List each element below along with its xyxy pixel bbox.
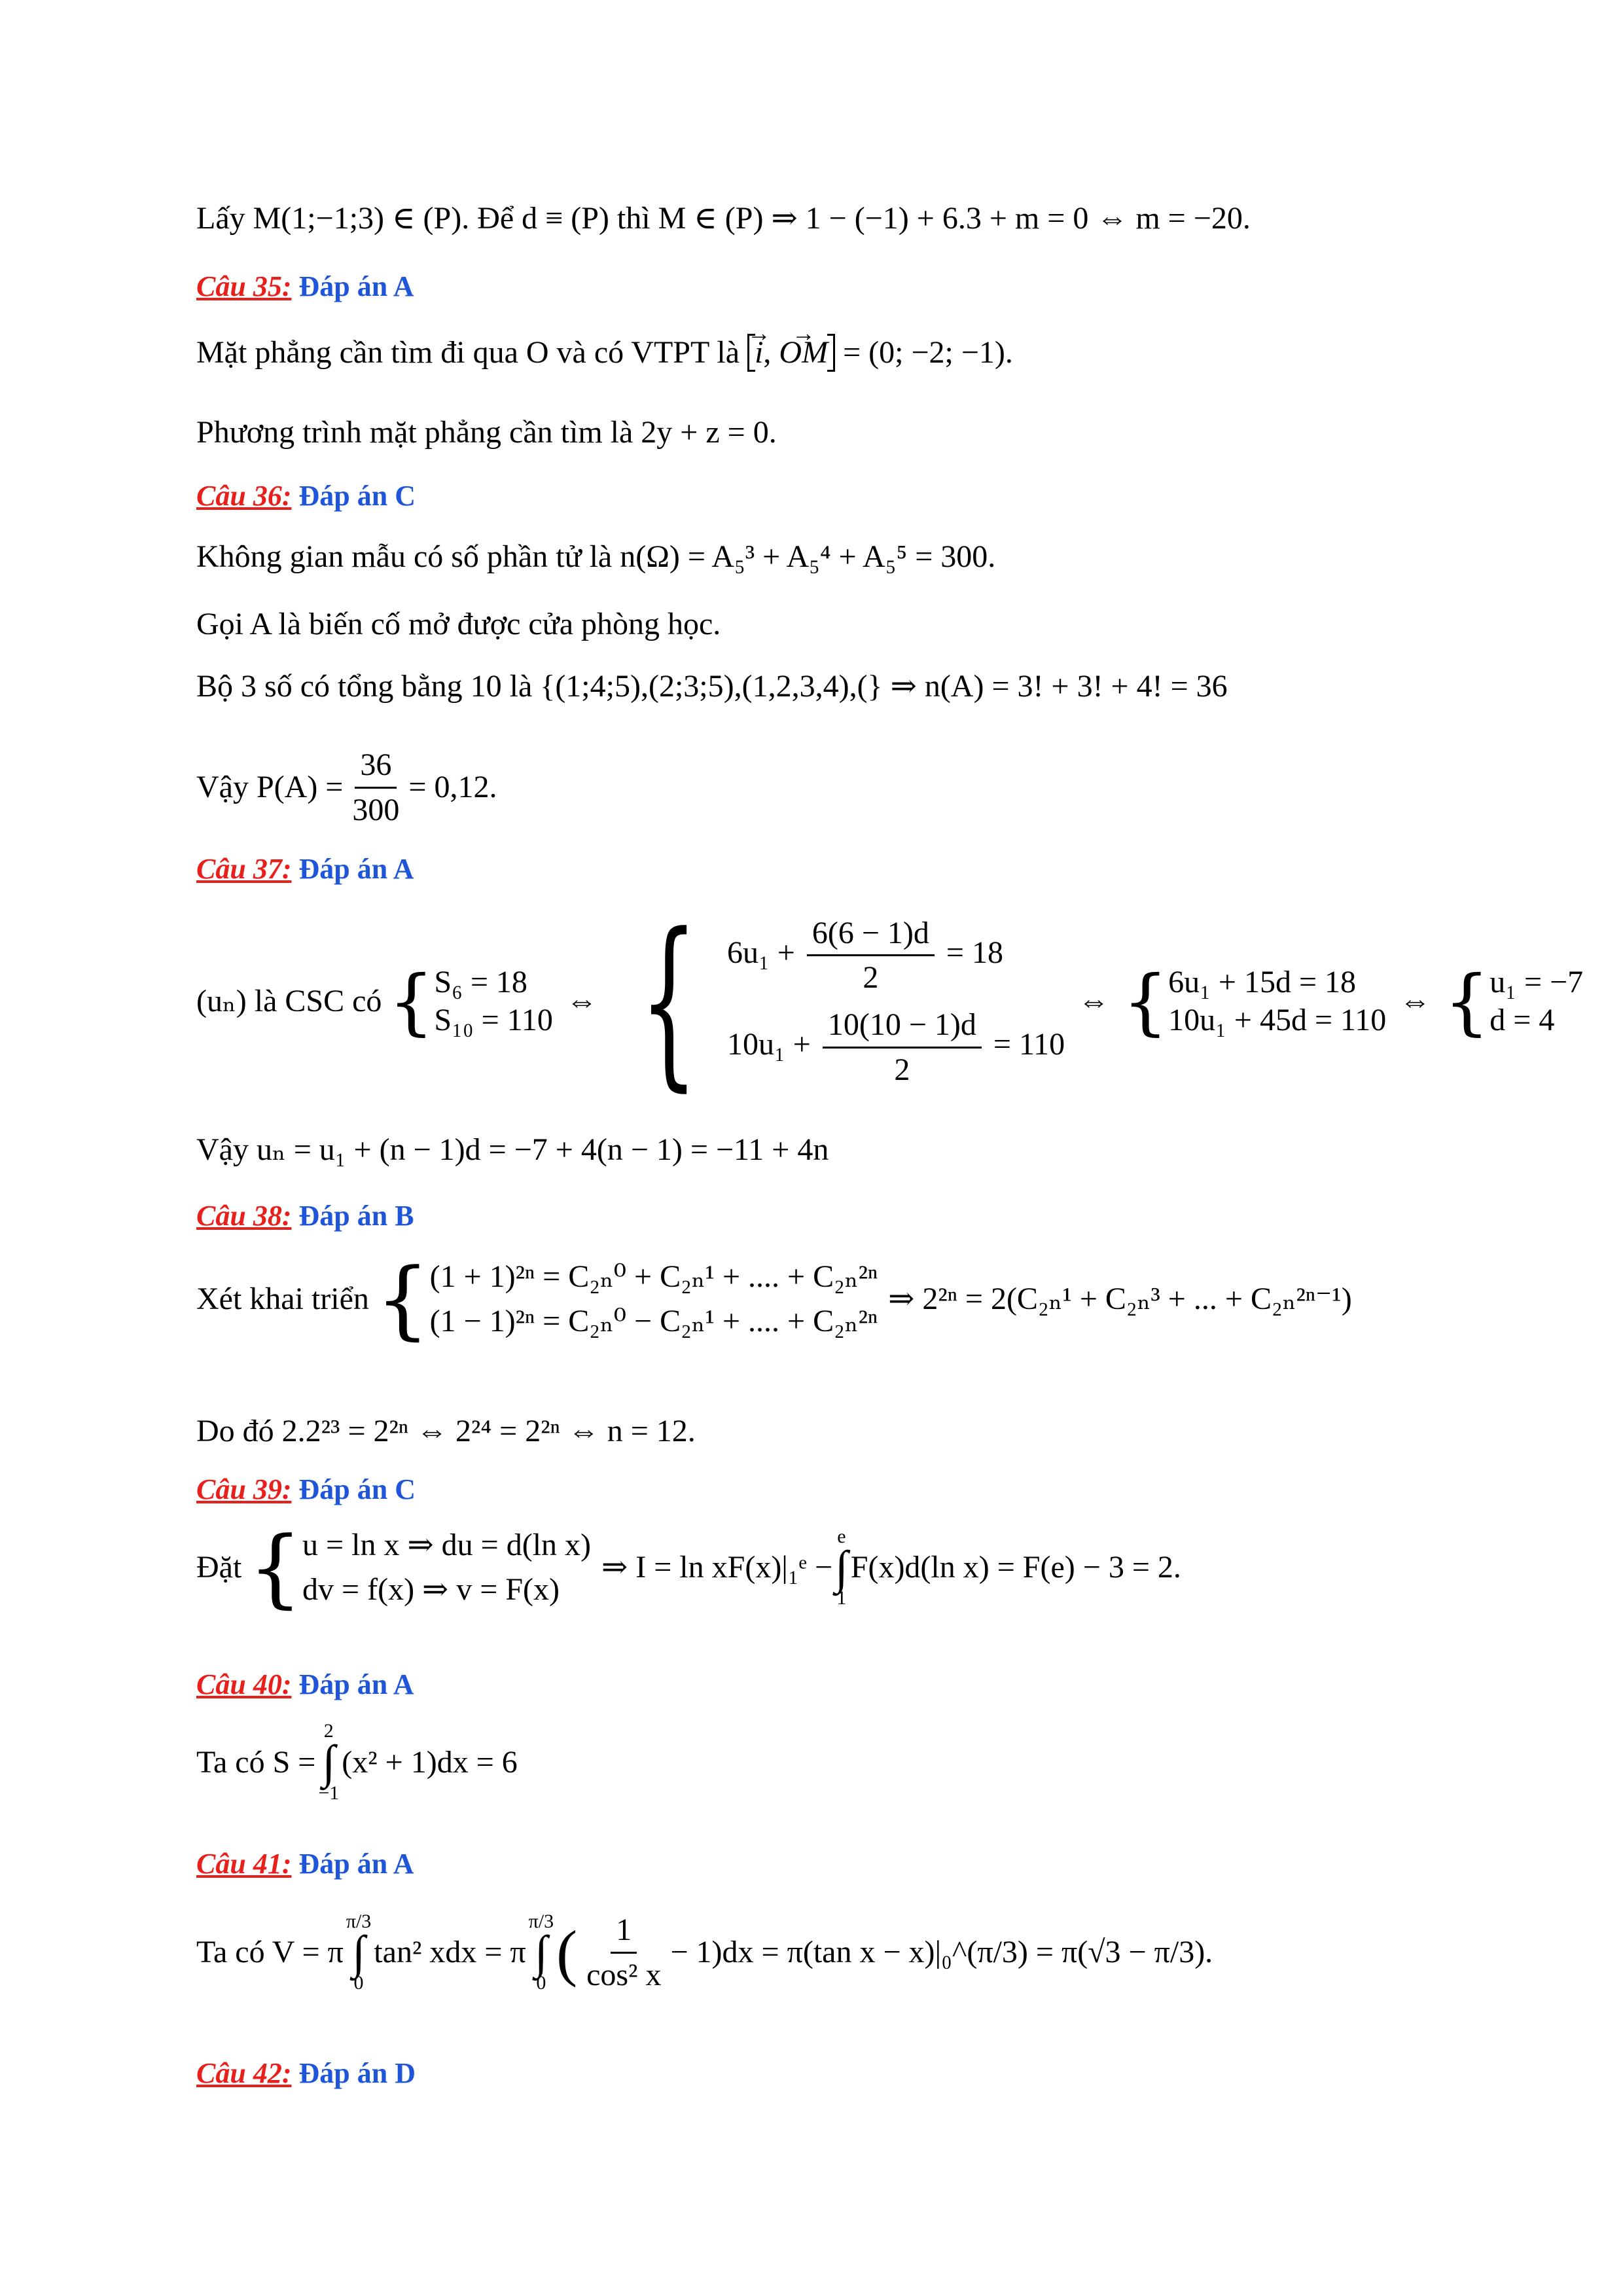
question-38-header [196,1199,1479,1234]
line-1: Lấy M(1;−1;3) ∈ (P). Để d ≡ (P) thì M ∈ (P) ⇒ 1 − (−1) + 6.3 + m = 0 ⇔ m = −20. [196,201,1251,236]
system-3: { 6u₁ + 15d = 18 10u₁ + 45d = 110 [1122,960,1387,1043]
text: Vậy P(A) = [196,770,344,805]
upper-limit: π/3 [346,1910,372,1932]
answer-label: Đáp án A [298,853,414,885]
lower-limit: −1 [318,1782,340,1804]
text: = (0; −2; −1). [843,335,1013,370]
line-37: (uₙ) là CSC có { S₆ = 18 S₁₀ = 110 ⇔ { 6u₁ + $\frac{6(6 - 1)d}{2}$ = 18 10u₁ + $\frac{10(10 - 1)d}{2}$ = 110 ⇔ { 6u₁ + 15d = 18 10u₁ + 45d = 110 ⇔ { u₁ = −7 d = 4 [196,895,1584,1108]
question-37-header [196,852,1479,887]
text: 6u₁ + [727,935,795,970]
question-41-header [196,1847,1479,1882]
system-4: { u₁ = −7 d = 4 [1444,960,1584,1043]
numerator: 1 [611,1911,637,1954]
row: S₆ = 18 [434,965,527,1000]
row: (1 + 1)²ⁿ = C₂ₙ⁰ + C₂ₙ¹ + .... + C₂ₙ²ⁿ [429,1259,878,1295]
lower-limit: 0 [353,1972,364,1994]
row: 6u₁ + 15d = 18 [1168,965,1357,1000]
system: { u = ln x ⇒ du = d(ln x) dv = f(x) ⇒ v = F(x) [248,1518,592,1617]
integral: π/3 ∫ 0 [346,1910,372,1994]
line-36b: Gọi A là biến cố mở được cửa phòng học. [196,607,721,641]
question-label: Câu 38: [196,1200,292,1232]
line-35b: Phương trình mặt phẳng cần tìm là 2y + z = 0. [196,415,777,450]
answer-label: Đáp án D [298,2057,416,2089]
text: ⇒ 2²ⁿ = 2(C₂ₙ¹ + C₂ₙ³ + ... + C₂ₙ²ⁿ⁻¹) [888,1282,1352,1317]
row: u = ln x ⇒ du = d(ln x) [302,1528,592,1563]
text: Đặt [196,1550,242,1585]
question-39-header [196,1473,1479,1507]
denominator: cos² x [586,1957,662,1992]
line-36a: Không gian mẫu có số phần tử là n(Ω) = A₅³ + A₅⁴ + A₅⁵ = 300. [196,539,996,574]
text: Ta có S = [196,1744,316,1780]
text: = 18 [946,935,1003,970]
row: d = 4 [1489,1003,1555,1037]
text: − 1)dx = π(tan x − x)|₀^(π/3) = π(√3 − π/3). [670,1935,1213,1970]
numerator: 36 [355,746,397,789]
row [727,1006,1065,1088]
row: u₁ = −7 [1489,965,1584,1000]
text: 10u₁ + [727,1027,811,1062]
text: = 110 [993,1027,1065,1062]
question-label: Câu 37: [196,853,292,885]
text: ⇒ I = ln xF(x)|₁ᵉ − [601,1550,833,1585]
numerator: 6(6 − 1)d [807,914,935,957]
row [727,914,1065,997]
integral: 2 ∫ −1 [318,1720,340,1804]
question-label: Câu 40: [196,1668,292,1700]
denominator: 2 [894,1052,910,1087]
line-41: Ta có V = π π/3 ∫ 0 tan² xdx = π π/3 ∫ 0 ( $\frac{1}{\text{cos² x}}$ − 1)dx = π(tan x − x)|₀^(π/3) = π(√3 − π/3). [196,1910,1213,1994]
fraction [347,746,404,829]
text: = 0,12. [408,770,497,805]
numerator: 10(10 − 1)d [823,1006,982,1049]
denominator: 300 [352,792,400,827]
line-38b: Do đó 2.2²³ = 2²ⁿ ⇔ 2²⁴ = 2²ⁿ ⇔ n = 12. [196,1414,696,1448]
answer-label: Đáp án B [298,1200,414,1232]
cross-product: → i, → OM [747,334,835,372]
question-40-header [196,1668,1479,1702]
row: dv = f(x) ⇒ v = F(x) [302,1572,560,1607]
system-2: { 6u₁ + $\frac{6(6 - 1)d}{2}$ = 18 10u₁ + $\frac{10(10 - 1)d}{2}$ = 110 [639,895,1065,1108]
line-36c: Bộ 3 số có tổng bằng 10 là {(1;4;5),(2;3;5),(1,2,3,4),(} ⇒ n(A) = 3! + 3! + 4! = 36 [196,669,1228,704]
text: Ta có V = π [196,1935,344,1970]
line-36d [196,746,1479,829]
integral: π/3 ∫ 0 [528,1910,554,1994]
question-label: Câu 35: [196,270,292,302]
question-label: Câu 42: [196,2057,292,2089]
question-label: Câu 36: [196,480,292,512]
integral: e ∫ 1 [835,1525,848,1609]
line-38 [196,1249,1479,1349]
question-label: Câu 39: [196,1473,292,1505]
answer-label: Đáp án A [298,1668,414,1700]
lower-limit: 0 [536,1972,546,1994]
text: (x² + 1)dx = 6 [342,1744,518,1780]
system-1: { S₆ = 18 S₁₀ = 110 [388,960,553,1043]
line-39 [196,1518,1479,1617]
line-37b: Vậy uₙ = u₁ + (n − 1)d = −7 + 4(n − 1) = −11 + 4n [196,1132,829,1167]
text: Mặt phẳng cần tìm đi qua O và có VTPT là [196,335,740,370]
row: S₁₀ = 110 [434,1003,553,1037]
row: 10u₁ + 45d = 110 [1168,1003,1387,1037]
fraction [581,1911,666,1994]
answer-label: Đáp án A [298,1848,414,1880]
question-35-header [196,270,1479,304]
row: (1 − 1)²ⁿ = C₂ₙ⁰ − C₂ₙ¹ + .... + C₂ₙ²ⁿ [429,1304,878,1338]
text: F(x)d(ln x) = F(e) − 3 = 2. [850,1550,1181,1585]
text: (uₙ) là CSC có [196,984,382,1019]
answer-label: Đáp án A [298,270,414,302]
upper-limit: 2 [323,1720,334,1742]
answer-label: Đáp án C [298,1473,416,1505]
lower-limit: 1 [836,1587,847,1609]
system: { (1 + 1)²ⁿ = C₂ₙ⁰ + C₂ₙ¹ + .... + C₂ₙ²ⁿ (1 − 1)²ⁿ = C₂ₙ⁰ − C₂ₙ¹ + .... + C₂ₙ²ⁿ [375,1249,878,1349]
line-40 [196,1721,1479,1803]
question-label: Câu 41: [196,1848,292,1880]
denominator: 2 [863,960,879,996]
upper-limit: π/3 [528,1910,554,1932]
text: tan² xdx = π [374,1935,526,1970]
question-36-header [196,479,1479,514]
question-42-header [196,2056,1479,2091]
text: Xét khai triển [196,1282,369,1317]
line-35a [196,334,1479,372]
answer-label: Đáp án C [298,480,416,512]
upper-limit: e [837,1525,846,1547]
